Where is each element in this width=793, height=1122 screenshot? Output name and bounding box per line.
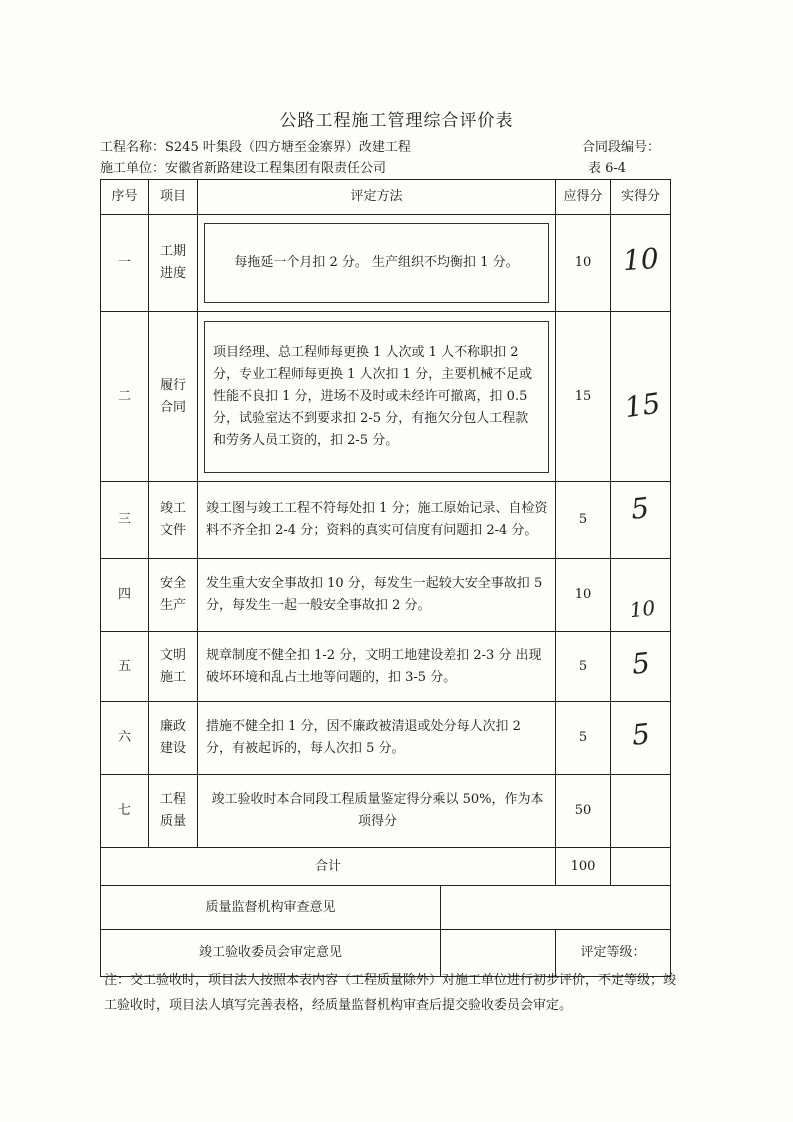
col-header-item: 项目 — [149, 180, 198, 215]
row-method-cell — [198, 215, 556, 312]
row-number: 三 — [101, 482, 149, 559]
table-row — [101, 559, 671, 632]
total-label: 合计 — [101, 848, 556, 886]
table-row — [101, 632, 671, 702]
row-actual-score-cell — [611, 482, 671, 559]
row-actual-score-cell — [611, 702, 671, 775]
contract-number-label: 合同段编号： — [582, 140, 661, 155]
table-row — [101, 702, 671, 775]
col-header-method: 评定方法 — [198, 180, 556, 215]
committee-review-label: 竣工验收委员会审定意见 — [101, 930, 441, 977]
handwritten-score: 15 — [622, 386, 663, 424]
supervision-review-label: 质量监督机构审查意见 — [101, 886, 441, 930]
handwritten-score: 5 — [629, 645, 652, 681]
row-method: 项目经理、总工程师每更换 1 人次或 1 人不称职扣 2 分，专业工程师每更换 1 人次扣 1 分，主要机械不足或性能不良扣 1 分，进场不及时或未经许可撤离，扣 0.5 分，试验室达不到要求扣 2-5 分，有拖欠分包人工程款和劳务人员工资的，扣 2-5 分。 — [204, 321, 549, 473]
row-item: 安全生产 — [149, 559, 198, 632]
contractor-name: 施工单位：安徽省新路建设工程集团有限责任公司 — [100, 161, 387, 176]
row-method: 竣工验收时本合同段工程质量鉴定得分乘以 50%，作为本项得分 — [198, 775, 556, 848]
row-method: 措施不健全扣 1 分，因不廉政被清退或处分每人次扣 2 分，有被起诉的，每人次扣 5 分。 — [198, 702, 556, 775]
supervision-review-row — [101, 886, 671, 930]
col-header-max: 应得分 — [556, 180, 611, 215]
row-actual-score-cell — [611, 312, 671, 482]
row-item: 工程质量 — [149, 775, 198, 848]
table-row — [101, 482, 671, 559]
table-number: 表 6-4 — [588, 161, 627, 176]
row-item: 工期进度 — [149, 215, 198, 312]
row-item: 文明施工 — [149, 632, 198, 702]
table-row — [101, 775, 671, 848]
row-item: 履行合同 — [149, 312, 198, 482]
row-max-score: 50 — [556, 775, 611, 848]
evaluation-table — [100, 179, 671, 977]
row-actual-score-cell — [611, 559, 671, 632]
row-max-score: 5 — [556, 702, 611, 775]
row-item: 廉政建设 — [149, 702, 198, 775]
row-max-score: 10 — [556, 559, 611, 632]
handwritten-score: 5 — [629, 491, 651, 526]
row-max-score: 5 — [556, 632, 611, 702]
col-header-actual: 实得分 — [611, 180, 671, 215]
table-header-row — [101, 180, 671, 215]
total-row — [101, 848, 671, 886]
total-actual-score — [611, 848, 671, 886]
row-method-cell — [198, 312, 556, 482]
footnote: 注：交工验收时，项目法人按照本表内容（工程质量除外）对施工单位进行初步评价，不定等级；竣工验收时，项目法人填写完善表格，经质量监督机构审查后提交验收委员会审定。 — [104, 973, 677, 1013]
row-max-score: 15 — [556, 312, 611, 482]
row-actual-score-cell — [611, 632, 671, 702]
page-title: 公路工程施工管理综合评价表 — [279, 111, 514, 131]
table-row — [101, 215, 671, 312]
row-item: 竣工文件 — [149, 482, 198, 559]
row-number: 七 — [101, 775, 149, 848]
row-number: 五 — [101, 632, 149, 702]
row-max-score: 5 — [556, 482, 611, 559]
handwritten-score: 10 — [621, 241, 660, 278]
total-max-score: 100 — [556, 848, 611, 886]
row-method: 发生重大安全事故扣 10 分，每发生一起较大安全事故扣 5 分，每发生一起一般安全事故扣 2 分。 — [198, 559, 556, 632]
row-method: 规章制度不健全扣 1-2 分，文明工地建设差扣 2-3 分 出现破坏环境和乱占土地等问题的，扣 3-5 分。 — [198, 632, 556, 702]
row-number: 六 — [101, 702, 149, 775]
row-method: 竣工图与竣工工程不符每处扣 1 分；施工原始记录、自检资料不齐全扣 2-4 分；资料的真实可信度有问题扣 2-4 分。 — [198, 482, 556, 559]
row-actual-score — [611, 775, 671, 848]
row-method: 每拖延一个月扣 2 分。 生产组织不均衡扣 1 分。 — [204, 223, 549, 303]
project-name: 工程名称：S245 叶集段（四方塘至金寨界）改建工程 — [100, 140, 411, 155]
grade-label: 评定等级： — [556, 930, 671, 977]
table-row — [101, 312, 671, 482]
col-header-no: 序号 — [101, 180, 149, 215]
handwritten-score: 5 — [629, 717, 652, 752]
row-number: 四 — [101, 559, 149, 632]
row-actual-score-cell — [611, 215, 671, 312]
row-number: 一 — [101, 215, 149, 312]
supervision-review-field — [441, 886, 671, 930]
handwritten-score: 10 — [628, 595, 657, 623]
row-max-score: 10 — [556, 215, 611, 312]
row-number: 二 — [101, 312, 149, 482]
